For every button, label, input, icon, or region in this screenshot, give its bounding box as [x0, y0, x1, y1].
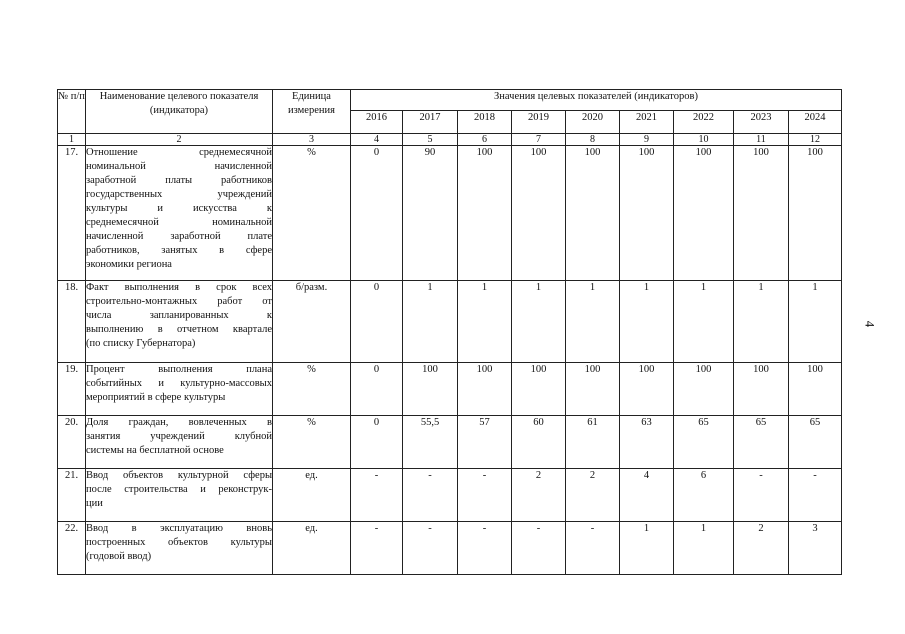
indicator-name-line: номинальной начисленной — [86, 161, 272, 172]
value-cell: - — [351, 522, 403, 575]
indicator-name-line: заработной платы работников — [86, 175, 272, 186]
indicator-name-line: (по списку Губернатора) — [86, 338, 196, 349]
value-cell: 60 — [512, 416, 566, 469]
column-number: 7 — [512, 134, 566, 146]
value-cell: 0 — [351, 363, 403, 416]
value-cell: - — [734, 469, 789, 522]
value-cell: - — [403, 522, 458, 575]
indicator-name — [86, 522, 273, 575]
column-number: 3 — [273, 134, 351, 146]
value-cell: 65 — [674, 416, 734, 469]
unit: % — [273, 416, 351, 469]
value-cell: 1 — [789, 281, 842, 363]
column-number: 11 — [734, 134, 789, 146]
value-cell: - — [458, 469, 512, 522]
value-cell: 1 — [458, 281, 512, 363]
indicator-name — [86, 416, 273, 469]
header-col-no: № п/п — [58, 90, 86, 134]
row-number: 21. — [58, 469, 86, 522]
row-number: 22. — [58, 522, 86, 575]
header-year: 2017 — [403, 111, 458, 134]
value-cell: 100 — [789, 363, 842, 416]
indicator-name-line: занятия учреждений клубной — [86, 431, 272, 442]
value-cell: 100 — [674, 363, 734, 416]
indicator-name-line: системы на бесплатной основе — [86, 445, 224, 456]
unit: б/разм. — [273, 281, 351, 363]
unit: % — [273, 146, 351, 281]
value-cell: 1 — [734, 281, 789, 363]
table-row — [58, 363, 842, 416]
header-year: 2022 — [674, 111, 734, 134]
table-row — [58, 281, 842, 363]
indicator-name-line: построенных объектов культуры — [86, 537, 272, 548]
table-row — [58, 416, 842, 469]
column-number: 6 — [458, 134, 512, 146]
indicator-name-line: после строительства и реконструк- — [86, 484, 272, 495]
indicator-name-line: начисленной заработной плате — [86, 231, 272, 242]
value-cell: 2 — [512, 469, 566, 522]
value-cell: 55,5 — [403, 416, 458, 469]
indicator-name — [86, 281, 273, 363]
value-cell: 100 — [403, 363, 458, 416]
value-cell: 57 — [458, 416, 512, 469]
value-cell: 100 — [458, 146, 512, 281]
value-cell: - — [403, 469, 458, 522]
header-col-values: Значения целевых показателей (индикаторов) — [351, 90, 842, 111]
header-year: 2023 — [734, 111, 789, 134]
indicator-name-line: числа запланированных к — [86, 310, 272, 321]
value-cell: 3 — [789, 522, 842, 575]
value-cell: 61 — [566, 416, 620, 469]
column-number: 4 — [351, 134, 403, 146]
value-cell: 100 — [789, 146, 842, 281]
indicators-table — [57, 89, 842, 575]
value-cell: 100 — [566, 363, 620, 416]
value-cell: 1 — [512, 281, 566, 363]
indicator-name-line: ции — [86, 498, 103, 509]
indicator-name — [86, 146, 273, 281]
row-number: 19. — [58, 363, 86, 416]
header-year: 2020 — [566, 111, 620, 134]
value-cell: 100 — [458, 363, 512, 416]
value-cell: 1 — [566, 281, 620, 363]
row-number: 17. — [58, 146, 86, 281]
indicator-name-line: (годовой ввод) — [86, 551, 152, 562]
value-cell: - — [458, 522, 512, 575]
value-cell: 63 — [620, 416, 674, 469]
header-col-unit: Единица измерения — [273, 90, 351, 134]
indicator-name-line: Доля граждан, вовлеченных в — [86, 417, 272, 428]
value-cell: - — [351, 469, 403, 522]
value-cell: 100 — [512, 146, 566, 281]
page-number: 4 — [862, 320, 878, 328]
value-cell: 1 — [674, 522, 734, 575]
column-number: 8 — [566, 134, 620, 146]
value-cell: 2 — [566, 469, 620, 522]
column-number: 12 — [789, 134, 842, 146]
value-cell: 0 — [351, 146, 403, 281]
value-cell: 90 — [403, 146, 458, 281]
column-number: 10 — [674, 134, 734, 146]
indicator-name-line: культуры и искусства к — [86, 203, 272, 214]
column-number: 5 — [403, 134, 458, 146]
table-row — [58, 146, 842, 281]
indicator-name — [86, 469, 273, 522]
header-year: 2016 — [351, 111, 403, 134]
row-number: 18. — [58, 281, 86, 363]
header-year: 2018 — [458, 111, 512, 134]
unit: % — [273, 363, 351, 416]
value-cell: 2 — [734, 522, 789, 575]
value-cell: - — [512, 522, 566, 575]
indicator-name-line: Факт выполнения в срок всех — [86, 282, 272, 293]
column-number: 1 — [58, 134, 86, 146]
indicator-name-line: Ввод в эксплуатацию вновь — [86, 523, 272, 534]
value-cell: 100 — [674, 146, 734, 281]
header-year: 2019 — [512, 111, 566, 134]
header-year: 2024 — [789, 111, 842, 134]
unit: ед. — [273, 469, 351, 522]
value-cell: 0 — [351, 281, 403, 363]
value-cell: - — [566, 522, 620, 575]
value-cell: - — [789, 469, 842, 522]
indicator-name-line: экономики региона — [86, 259, 172, 270]
header-col-name: Наименование целевого показателя (индикатора) — [86, 90, 273, 134]
column-number: 2 — [86, 134, 273, 146]
value-cell: 0 — [351, 416, 403, 469]
table-row — [58, 522, 842, 575]
column-number: 9 — [620, 134, 674, 146]
indicator-name-line: среднемесячной номинальной — [86, 217, 272, 228]
column-numbers-row — [58, 134, 842, 146]
indicator-name-line: Ввод объектов культурной сферы — [86, 470, 272, 481]
indicator-name — [86, 363, 273, 416]
value-cell: 65 — [789, 416, 842, 469]
value-cell: 100 — [620, 363, 674, 416]
indicator-name-line: Процент выполнения плана — [86, 364, 272, 375]
value-cell: 100 — [734, 363, 789, 416]
value-cell: 100 — [620, 146, 674, 281]
value-cell: 1 — [620, 281, 674, 363]
value-cell: 100 — [566, 146, 620, 281]
value-cell: 100 — [512, 363, 566, 416]
indicator-name-line: государственных учреждений — [86, 189, 272, 200]
value-cell: 4 — [620, 469, 674, 522]
row-number: 20. — [58, 416, 86, 469]
indicator-name-line: мероприятий в сфере культуры — [86, 392, 226, 403]
value-cell: 100 — [734, 146, 789, 281]
value-cell: 1 — [620, 522, 674, 575]
value-cell: 1 — [403, 281, 458, 363]
table-row — [58, 469, 842, 522]
value-cell: 6 — [674, 469, 734, 522]
indicator-name-line: работников, занятых в сфере — [86, 245, 272, 256]
indicator-name-line: событийных и культурно-массовых — [86, 378, 272, 389]
value-cell: 65 — [734, 416, 789, 469]
table-body — [58, 146, 842, 575]
indicator-name-line: Отношение среднемесячной — [86, 147, 272, 158]
header-year: 2021 — [620, 111, 674, 134]
indicator-name-line: строительно-монтажных работ от — [86, 296, 272, 307]
unit: ед. — [273, 522, 351, 575]
value-cell: 1 — [674, 281, 734, 363]
indicator-name-line: выполнению в отчетном квартале — [86, 324, 272, 335]
